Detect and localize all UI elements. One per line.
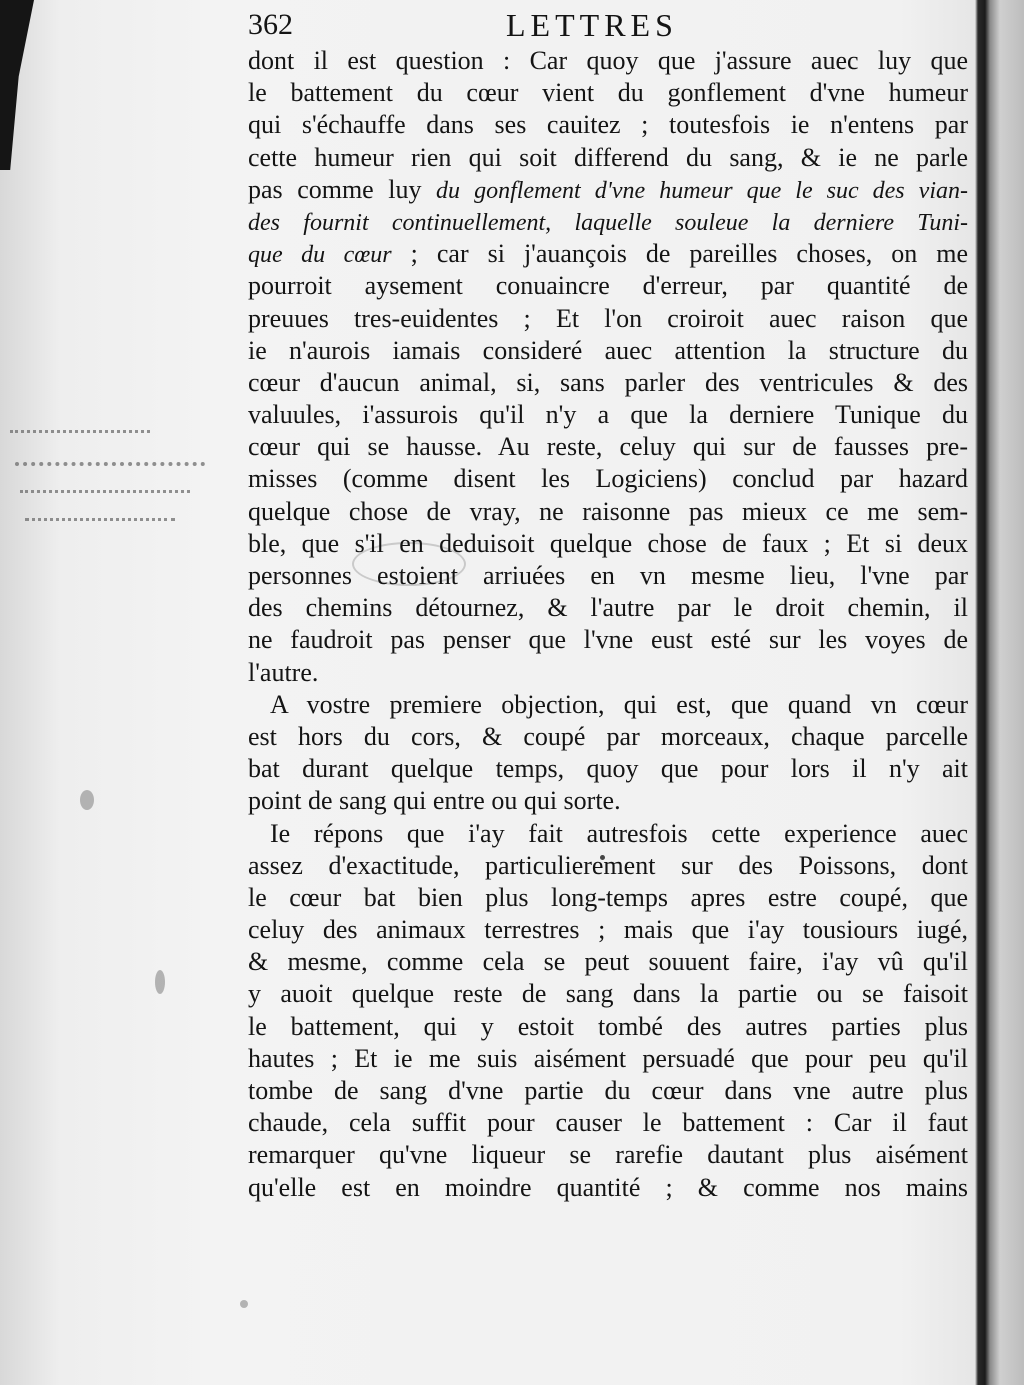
line-text: preuues tres-euidentes ; Et l'on croiroit auec raison que xyxy=(248,303,968,333)
line-text: point de sang qui entre ou qui sorte. xyxy=(248,786,621,816)
line-text: celuy des animaux terrestres ; mais que i'ay tousiours iugé, xyxy=(248,915,968,945)
text-line xyxy=(248,592,968,624)
text-line xyxy=(248,528,968,560)
line-text: & mesme, comme cela se peut souuent faire, i'ay vû qu'il xyxy=(248,947,968,977)
line-text: bat durant quelque temps, quoy que pour lors il n'y ait xyxy=(248,754,968,784)
italic-quotation: que du cœur xyxy=(248,242,392,269)
text-line xyxy=(248,624,968,656)
line-text: Ie répons que i'ay fait autresfois cette experience auec xyxy=(270,818,968,848)
margin-bleed-through xyxy=(0,410,230,550)
italic-quotation: des fournit continuellement, laquelle souleue la derniere Tuni- xyxy=(248,209,968,236)
text-line xyxy=(248,882,968,914)
text-line xyxy=(248,721,968,753)
running-head: LETTRES xyxy=(506,7,678,43)
page-header xyxy=(248,6,968,44)
line-text: qu'elle est en moindre quantité ; & comme nos mains xyxy=(248,1172,968,1202)
text-line xyxy=(248,77,968,109)
text-line xyxy=(248,206,968,238)
line-text: pas comme luy xyxy=(248,174,437,204)
text-line xyxy=(248,45,968,77)
page-number: 362 xyxy=(248,8,293,41)
line-text: pourroit aysement conuaincre d'erreur, par quantité de xyxy=(248,271,968,301)
text-line xyxy=(248,753,968,785)
line-text: tombe de sang d'vne partie du cœur dans vne autre plus xyxy=(248,1076,968,1105)
text-line xyxy=(248,560,968,592)
line-text: dont il est question : Car quoy que j'assure auec luy que xyxy=(248,46,968,75)
line-text: le battement du cœur vient du gonflement d'vne humeur xyxy=(248,78,968,108)
text-line xyxy=(248,850,968,882)
line-text: le cœur bat bien plus long-temps apres estre coupé, que xyxy=(248,882,968,912)
line-text: ie n'aurois iamais consideré auec attention la structure du xyxy=(248,335,968,365)
line-text: ne faudroit pas penser que l'vne eust esté sur les voyes de xyxy=(248,625,968,655)
text-line xyxy=(248,1107,968,1139)
text-line xyxy=(248,399,968,431)
line-text: cette humeur rien qui soit differend du sang, & ie ne parle xyxy=(248,142,968,172)
text-line xyxy=(248,657,968,689)
text-line xyxy=(248,335,968,367)
body-text xyxy=(248,45,968,1204)
page-corner-shadow xyxy=(0,0,34,170)
text-line xyxy=(248,142,968,174)
text-line xyxy=(248,785,968,817)
text-line xyxy=(248,174,968,206)
line-text: l'autre. xyxy=(248,657,319,687)
text-line xyxy=(248,818,968,850)
line-text: cœur d'aucun animal, si, sans parler des ventricules & des xyxy=(248,367,968,397)
text-line xyxy=(248,946,968,978)
line-text: cœur qui se hausse. Au reste, celuy qui sur de fausses pre- xyxy=(248,432,968,462)
text-line xyxy=(248,431,968,463)
line-text: assez d'exactitude, particulierement sur des Poissons, dont xyxy=(248,850,968,880)
text-line xyxy=(248,689,968,721)
line-text: valuules, i'assurois qu'il n'y a que la derniere Tunique du xyxy=(248,400,968,430)
line-text: est hors du cors, & coupé par morceaux, chaque parcelle xyxy=(248,721,968,751)
line-text: A vostre premiere objection, qui est, que quand vn cœur xyxy=(270,689,968,719)
line-text: chaude, cela suffit pour causer le battement : Car il faut xyxy=(248,1108,968,1138)
text-line xyxy=(248,1172,968,1204)
text-line xyxy=(248,1011,968,1043)
line-text: hautes ; Et ie me suis aisément persuadé que pour peu qu'il xyxy=(248,1043,968,1073)
text-line xyxy=(248,367,968,399)
text-line xyxy=(248,978,968,1010)
text-line xyxy=(248,109,968,141)
italic-quotation: du gonflement d'vne humeur que le suc des vian- xyxy=(436,177,968,204)
text-line xyxy=(248,238,968,270)
line-text: des chemins détournez, & l'autre par le droit chemin, il xyxy=(248,593,968,623)
line-text: misses (comme disent les Logiciens) conclud par hazard xyxy=(248,464,968,494)
text-line xyxy=(248,303,968,335)
line-text: ; car si j'auançois de pareilles choses, on me xyxy=(391,239,968,269)
line-text: le battement, qui y estoit tombé des autres parties plus xyxy=(248,1011,968,1041)
line-text: personnes estoient arriuées en vn mesme lieu, l'vne par xyxy=(248,561,968,590)
text-line xyxy=(248,463,968,495)
line-text: qui s'échauffe dans ses cauitez ; toutesfois ie n'entens par xyxy=(248,110,968,140)
line-text: y auoit quelque reste de sang dans la partie ou se faisoit xyxy=(248,979,968,1009)
text-line xyxy=(248,270,968,302)
text-line xyxy=(248,1075,968,1107)
line-text: quelque chose de vray, ne raisonne pas mieux ce me sem- xyxy=(248,496,968,526)
text-line xyxy=(248,1139,968,1171)
text-line xyxy=(248,914,968,946)
line-text: ble, que s'il en deduisoit quelque chose de faux ; Et si deux xyxy=(248,528,968,558)
text-line xyxy=(248,496,968,528)
line-text: remarquer qu'vne liqueur se rarefie dautant plus aisément xyxy=(248,1140,968,1170)
text-line xyxy=(248,1043,968,1075)
